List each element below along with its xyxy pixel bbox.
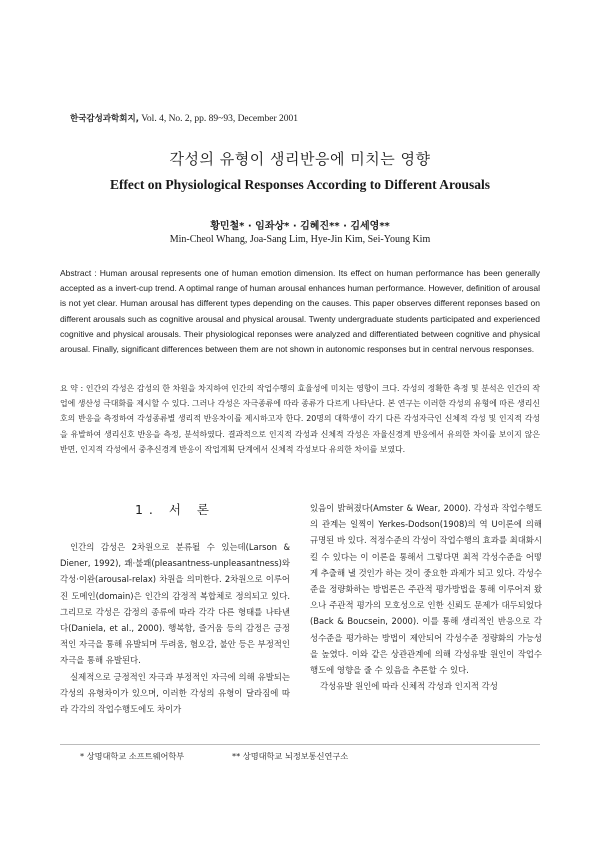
section-heading: 1. 서 론 xyxy=(134,502,216,517)
body-paragraph: 인간의 감성은 2차원으로 분류될 수 있는데(Larson & Diener, 1992), 쾌·불쾌(pleasantness-unpleasantness)와 각성·이완(arousal-relax) 차원을 의미한다. 2차원으로 이루어진 도메인(domain)은 인간의 감정적 복합체로 정의되고 있다. 그리므로 각성은 감정의 종류에 따라 각각 다른 형태를 나타낸다(Daniela, et al., 2000). 행복함, 즐거움 등의 감정은 긍정적인 자극을 통해 유발되며 두려움, 혐오감, 불안 등은 부정적인 자극을 통해 유발된다. xyxy=(60,542,290,666)
left-column xyxy=(60,500,290,717)
body-paragraph: 실제적으로 긍정적인 자극과 부정적인 자극에 의해 유발되는 각성의 유형차이가 있으며, 이러한 각성의 유형이 달라짐에 따라 각각의 작업수행도에도 차이가 xyxy=(60,671,290,715)
journal-citation xyxy=(70,112,298,124)
korean-summary xyxy=(60,381,540,457)
title-korean: 각성의 유형이 생리반응에 미치는 영향 xyxy=(169,150,431,168)
footnote-affiliation-2: ** 상명대학교 뇌정보통신연구소 xyxy=(232,751,349,761)
body-paragraph: 각성유발 원인에 따라 신체적 각성과 인지적 각성 xyxy=(320,681,498,692)
authors-english: Min-Cheol Whang, Joa-Sang Lim, Hye-Jin Kim, Sei-Young Kim xyxy=(169,234,431,245)
journal-name: 한국감성과학회지, xyxy=(70,114,139,124)
summary-label: 요 약 : xyxy=(60,384,86,393)
authors-korean: 황민철* · 임좌상* · 김혜진** · 김세영** xyxy=(210,221,390,232)
right-column xyxy=(310,500,542,694)
journal-volume-info: Vol. 4, No. 2, pp. 89~93, December 2001 xyxy=(138,114,298,124)
summary-text: 인간의 각성은 감성의 한 차원을 차지하여 인간의 작업수행의 효율성에 미치는 영향이 크다. 각성의 정확한 측정 및 분석은 인간의 작업에 생산성 극대화를 제시할 수 있다. 그러나 각성은 자극종류에 따라 종류가 다르게 나타난다. 본 연구는 이러한 각성의 유형에 따른 생리신호의 반응을 측정하여 각성종류별 생리적 반응차이를 제시하고자 한다. 20명의 대학생이 각기 다른 각성자극인 신체적 각성 및 인지적 각성을 유발하여 생리신호 반응을 측정, 분석하였다. 결과적으로 인지적 각성과 신체적 각성은 자율신경계 반응에서 유의한 차이를 보이지 않은 반면, 인지적 각성에서 중추신경계 반응이 작업계획 단계에서 신체적 각성보다 유의한 차이를 보였다. xyxy=(60,384,540,454)
abstract xyxy=(60,266,540,357)
title-english: Effect on Physiological Responses According to Different Arousals xyxy=(109,177,491,192)
abstract-text: Human arousal represents one of human emotion dimension. Its effect on human performance has been generally accepted as a invert-cup trend. A optimal range of human arousal enhances human performance. However, definition of arousal is not yet clear. Human arousal has different types depending on the causes. This paper observes different reponses based on different arousals such as cognitive arousal and physical arousal. Twenty undergraduate students participated and experienced cognitive and physical arousals. Their physiological reponses were analyzed and differentiated between cognitive and physical arousal. Finally, significant differences between them are not shown in autonomic responses but in central nervous responses. xyxy=(60,268,540,355)
footnote-affiliation-1: * 상명대학교 소프트웨어학부 xyxy=(80,751,185,761)
body-paragraph: 있음이 밝혀졌다(Amster & Wear, 2000). 각성과 작업수행도의 관계는 일찍이 Yerkes-Dodson(1908)의 역 U이론에 의해 규명된 바 있다. 적정수준의 각성이 작업수행의 효과를 최대화시킬 수 있다는 이 이론을 통해서 그렇다면 최적 각성수준을 어떻게 추출해 낼 것인가 하는 것이 중요한 과제가 되고 있다. 각성수준을 정량화하는 방법론은 주관적 평가방법을 통해 이루어져 왔으나 주관적 평가의 모호성으로 인한 신뢰도 문제가 대두되었다(Back & Boucsein, 2000). 이를 통해 생리적인 반응으로 각성수준을 평가하는 방법이 제안되어 각성수준 정량화의 가능성을 높였다. 이와 같은 상관관계에 의해 각성유발 원인이 작업수행도에 영향을 줄 수 있음을 추론할 수 있다. xyxy=(310,503,542,676)
footnote-divider xyxy=(60,744,540,745)
abstract-label: Abstract : xyxy=(60,268,100,278)
